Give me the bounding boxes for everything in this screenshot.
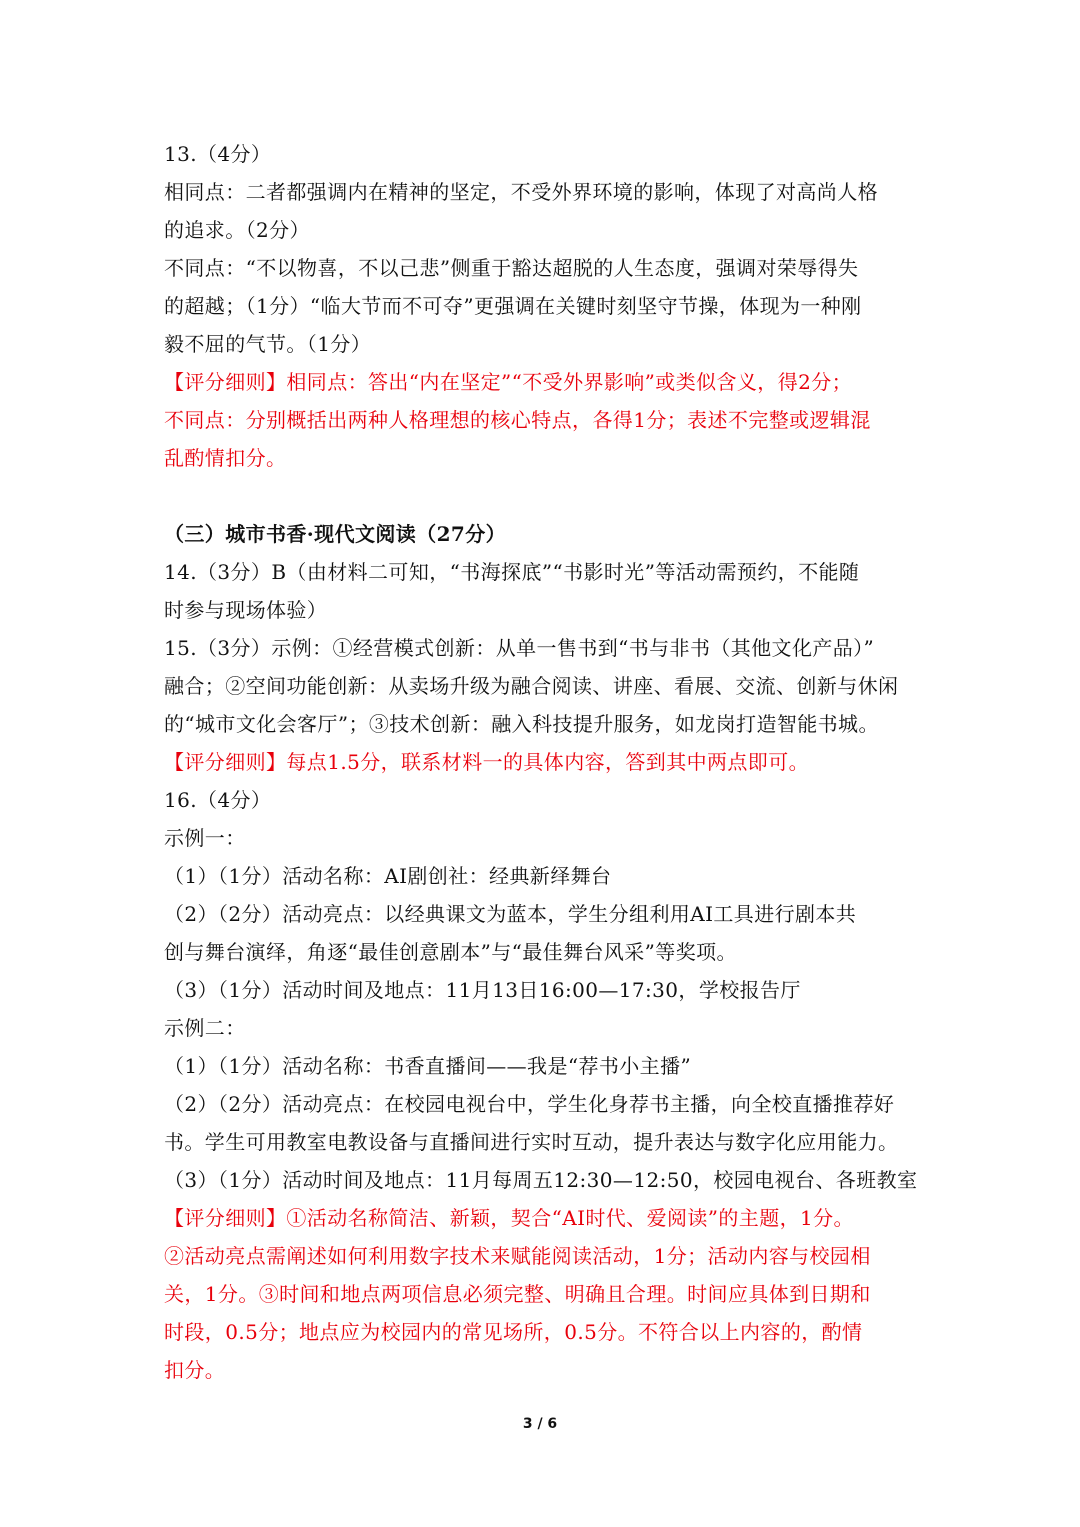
- q13-diff-line-1: 不同点：“不以物喜，不以己悲”侧重于豁达超脱的人生态度，强调对荣辱得失: [164, 256, 859, 280]
- q14-line-2: 时参与现场体验）: [164, 598, 328, 622]
- q16-example-2-item-3: （3）（1分）活动时间及地点：11月每周五12:30—12:50，校园电视台、各班教室: [164, 1168, 918, 1192]
- q13-rubric-line-3: 乱酌情扣分。: [164, 446, 287, 470]
- q16-example-2-item-1: （1）（1分）活动名称：书香直播间——我是“荐书小主播”: [164, 1054, 692, 1078]
- q16-rubric-line-4: 时段，0.5分；地点应为校园内的常见场所，0.5分。不符合以上内容的，酌情: [164, 1320, 863, 1344]
- q16-example-1-item-3: （3）（1分）活动时间及地点：11月13日16:00—17:30，学校报告厅: [164, 978, 801, 1002]
- q16-rubric-line-5: 扣分。: [164, 1358, 226, 1382]
- q16-example-1-item-1: （1）（1分）活动名称：AI剧创社：经典新绎舞台: [164, 864, 612, 888]
- q13-rubric-line-1: 【评分细则】相同点：答出“内在坚定”“不受外界影响”或类似含义，得2分；: [164, 370, 853, 394]
- q16-rubric-line-1: 【评分细则】①活动名称简洁、新颖，契合“AI时代、爱阅读”的主题，1分。: [164, 1206, 854, 1230]
- q16-example-2-item-2a: （2）（2分）活动亮点：在校园电视台中，学生化身荐书主播，向全校直播推荐好: [164, 1092, 895, 1116]
- q16-example-1-label: 示例一：: [164, 826, 246, 850]
- q16-example-1-item-2a: （2）（2分）活动亮点：以经典课文为蓝本，学生分组利用AI工具进行剧本共: [164, 902, 857, 926]
- q14-line-1: 14.（3分）B（由材料二可知，“书海探底”“书影时光”等活动需预约，不能随: [164, 560, 860, 584]
- q13-diff-line-3: 毅不屈的气节。（1分）: [164, 332, 372, 356]
- q16-header: 16.（4分）: [164, 788, 272, 812]
- section-3-heading: （三）城市书香·现代文阅读（27分）: [164, 522, 506, 546]
- page-number: 3 / 6: [522, 1416, 558, 1432]
- q13-same-line-2: 的追求。（2分）: [164, 218, 310, 242]
- q15-rubric: 【评分细则】每点1.5分，联系材料一的具体内容，答到其中两点即可。: [164, 750, 810, 774]
- q13-same-line-1: 相同点：二者都强调内在精神的坚定，不受外界环境的影响，体现了对高尚人格: [164, 180, 878, 204]
- q16-example-1-item-2b: 创与舞台演绎，角逐“最佳创意剧本”与“最佳舞台风采”等奖项。: [164, 940, 737, 964]
- q13-rubric-line-2: 不同点：分别概括出两种人格理想的核心特点，各得1分；表述不完整或逻辑混: [164, 408, 871, 432]
- q15-line-3: 的“城市文化会客厅”；③技术创新：融入科技提升服务，如龙岗打造智能书城。: [164, 712, 879, 736]
- q15-line-2: 融合；②空间功能创新：从卖场升级为融合阅读、讲座、看展、交流、创新与休闲: [164, 674, 899, 698]
- q15-line-1: 15.（3分）示例：①经营模式创新：从单一售书到“书与非书（其他文化产品）”: [164, 636, 875, 660]
- q13-header: 13.（4分）: [164, 142, 272, 166]
- q16-example-2-item-2b: 书。学生可用教室电教设备与直播间进行实时互动，提升表达与数字化应用能力。: [164, 1130, 899, 1154]
- q16-rubric-line-2: ②活动亮点需阐述如何利用数字技术来赋能阅读活动，1分；活动内容与校园相: [164, 1244, 871, 1268]
- q13-diff-line-2: 的超越；（1分）“临大节而不可夺”更强调在关键时刻坚守节操，体现为一种刚: [164, 294, 862, 318]
- q16-example-2-label: 示例二：: [164, 1016, 246, 1040]
- q16-rubric-line-3: 关，1分。③时间和地点两项信息必须完整、明确且合理。时间应具体到日期和: [164, 1282, 871, 1306]
